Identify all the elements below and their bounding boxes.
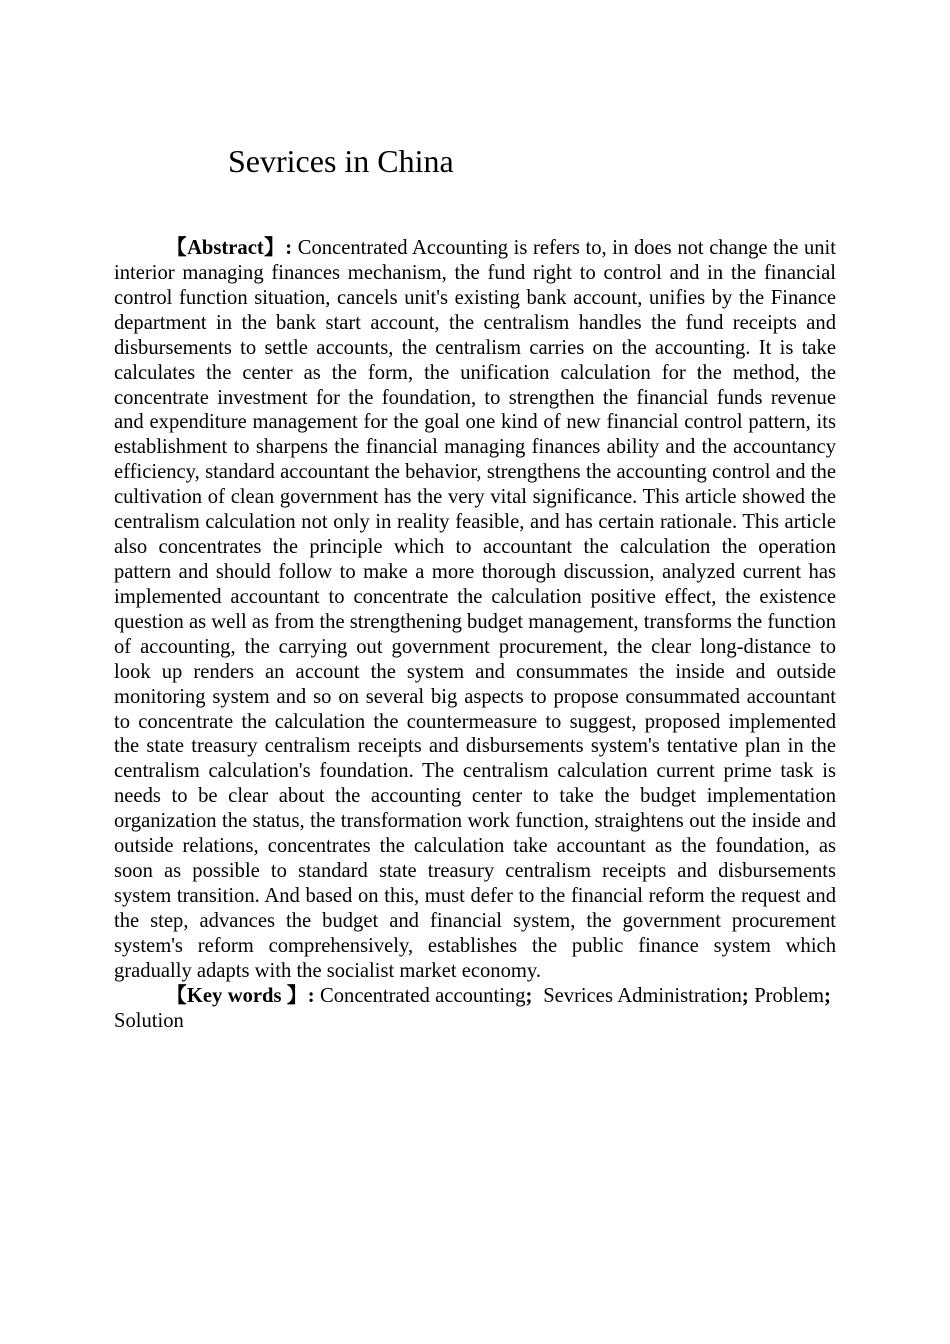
keyword-item: Solution — [114, 1009, 184, 1032]
keyword-item: Problem — [754, 984, 824, 1007]
keyword-separator: ; — [525, 984, 533, 1007]
keyword-item: Concentrated accounting — [319, 984, 526, 1007]
keyword-separator: ; — [823, 984, 831, 1007]
abstract-text: Concentrated Accounting is refers to, in does not change the unit interior managing finances mechanism, the fund right to control and in the financial control function situation, cancels unit's existing bank account, unifies by the Finance department in the bank start account, the centralism handles the fund receipts and disbursements to settle accounts, the centralism carries on the accounting. It is take calculates the center as the form, the unification calculation for the method, the concentrate investment for the foundation, to strengthen the financial funds revenue and expenditure management for the goal one kind of new financial control pattern, its establishment to sharpens the financial managing finances ability and the accountancy efficiency, standard accountant the behavior, strengthens the accounting control and the cultivation of clean government has the very vital significance. This article showed the centralism calculation not only in reality feasible, and has certain rationale. This article also concentrates the principle which to accountant the calculation the operation pattern and should follow to make a more thorough discussion, analyzed current has implemented accountant to concentrate the calculation positive effect, the existence question as well as from the strengthening budget management, transforms the function of accounting, the carrying out government procurement, the clear long-distance to look up renders an account the system and consummates the inside and outside monitoring system and so on several big aspects to propose consummated accountant to concentrate the calculation the countermeasure to suggest, proposed implemented the state treasury centralism receipts and disbursements system's tentative plan in the centralism calculation's foundation. The centralism calculation current prime task is needs to be clear about the accounting center to take the budget implementation organization the status, the transformation work function, straightens out the inside and outside relations, concentrates the calculation take accountant as the foundation, as soon as possible to standard state treasury centralism receipts and disbursements system transition. And based on this, must defer to the financial reform the request and the step, advances the budget and financial system, the government procurement system's reform comprehensively, establishes the public finance system which gradually adapts with the socialist market economy. — [114, 237, 836, 982]
document-title: Sevrices in China — [228, 143, 454, 179]
keyword-item: Sevrices Administration — [543, 984, 742, 1007]
keywords-paragraph — [114, 984, 836, 1034]
abstract-paragraph — [114, 236, 836, 984]
keywords-label: 【Key words 】: — [166, 984, 315, 1007]
keyword-separator: ; — [741, 984, 749, 1007]
document-body — [114, 236, 836, 1034]
abstract-label: 【Abstract】: — [166, 237, 293, 259]
